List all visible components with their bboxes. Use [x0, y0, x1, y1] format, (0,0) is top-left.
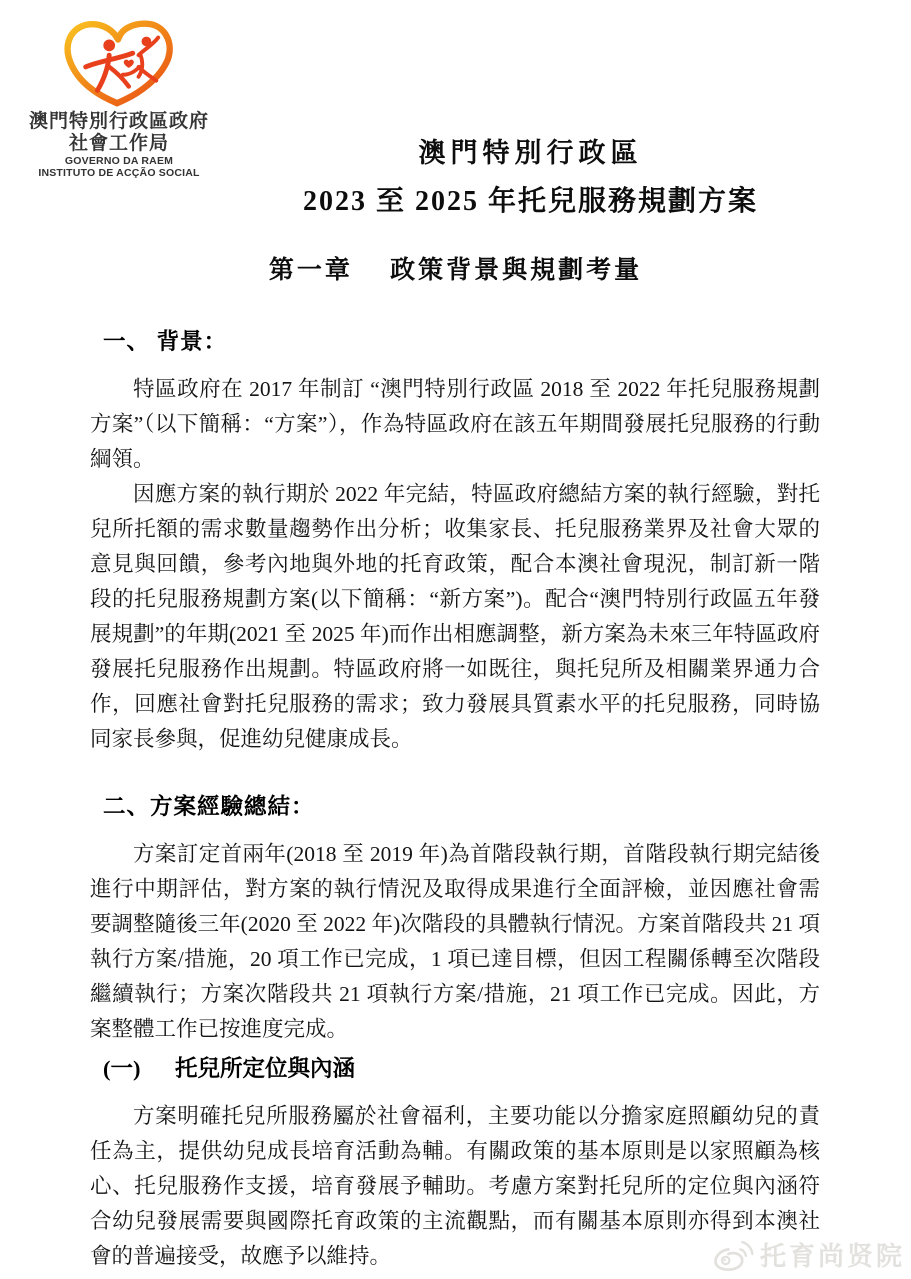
chapter-heading: 第一章 政策背景與規劃考量: [268, 257, 643, 284]
paragraph: 因應方案的執行期於 2022 年完結，特區政府總結方案的執行經驗，對托兒所托額的需求數量趨勢作出分析；收集家長、托兒服務業界及社會大眾的意見與回饋，參考內地與外地的托育政策，配合本澳社會現況，制訂新一階段的托兒服務規劃方案(以下簡稱：“新方案”)。配合“澳門特別行政區五年發展規劃”的年期(2021 至 2025 年)而作出相應調整，新方案為未來三年特區政府發展托兒服務作出規劃。特區政府將一如既往，與托兒所及相關業界通力合作，回應社會對托兒服務的需求；致力發展具質素水平的托兒服務，同時協同家長參與，促進幼兒健康成長。: [90, 482, 820, 751]
paragraph: 方案明確托兒所服務屬於社會福利，主要功能以分擔家庭照顧幼兒的責任為主，提供幼兒成長培育活動為輔。有關政策的基本原則是以家照顧為核心、托兒服務作支援，培育發展予輔助。考慮方案對托兒所的定位與內涵符合幼兒發展需要與國際托育政策的主流觀點，而有關基本原則亦得到本澳社會的普遍接受，故應予以維持。: [90, 1104, 820, 1268]
subsection-title: 托兒所定位與內涵: [175, 1056, 356, 1081]
subsection-heading: [90, 1051, 820, 1083]
heart-figures-logo-icon: [60, 16, 178, 110]
watermark: [710, 1235, 905, 1273]
weibo-icon: [710, 1235, 756, 1273]
subsection-number: (一): [103, 1056, 141, 1081]
section-heading-summary: 二、方案經驗總結：: [103, 794, 315, 819]
document-body: [90, 324, 820, 1274]
paragraph: 特區政府在 2017 年制訂 “澳門特別行政區 2018 至 2022 年托兒服務規劃方案”（以下簡稱：“方案”），作為特區政府在該五年期間發展托兒服務的行動綱領。: [90, 377, 820, 471]
org-name-zh-line2: 社會工作局: [68, 133, 169, 154]
org-name-pt-line1: GOVERNO DA RAEM: [64, 155, 174, 167]
watermark-text: 托育尚贤院: [759, 1240, 905, 1271]
document-title-block: [180, 131, 881, 219]
section-heading-background: 一、 背景：: [103, 329, 228, 354]
paragraph: 方案訂定首兩年(2018 至 2019 年)為首階段執行期，首階段執行期完結後進行中期評估，對方案的執行情況及取得成果進行全面評檢，並因應社會需要調整隨後三年(2020 至 2022 年)次階段的具體執行情況。方案首階段共 21 項執行方案/措施，20 項工作已完成，1 項已達目標，但因工程關係轉至次階段繼續執行；方案次階段共 21 項執行方案/措施，21 項工作已完成。因此，方案整體工作已按進度完成。: [90, 842, 820, 1041]
org-name-pt-line2: INSTITUTO DE ACÇÃO SOCIAL: [38, 167, 200, 179]
org-name-zh-line1: 澳門特別行政區政府: [28, 111, 209, 132]
document-title-line2: 2023 至 2025 年托兒服務規劃方案: [302, 186, 758, 217]
document-title-line1: 澳門特別行政區: [418, 138, 643, 168]
